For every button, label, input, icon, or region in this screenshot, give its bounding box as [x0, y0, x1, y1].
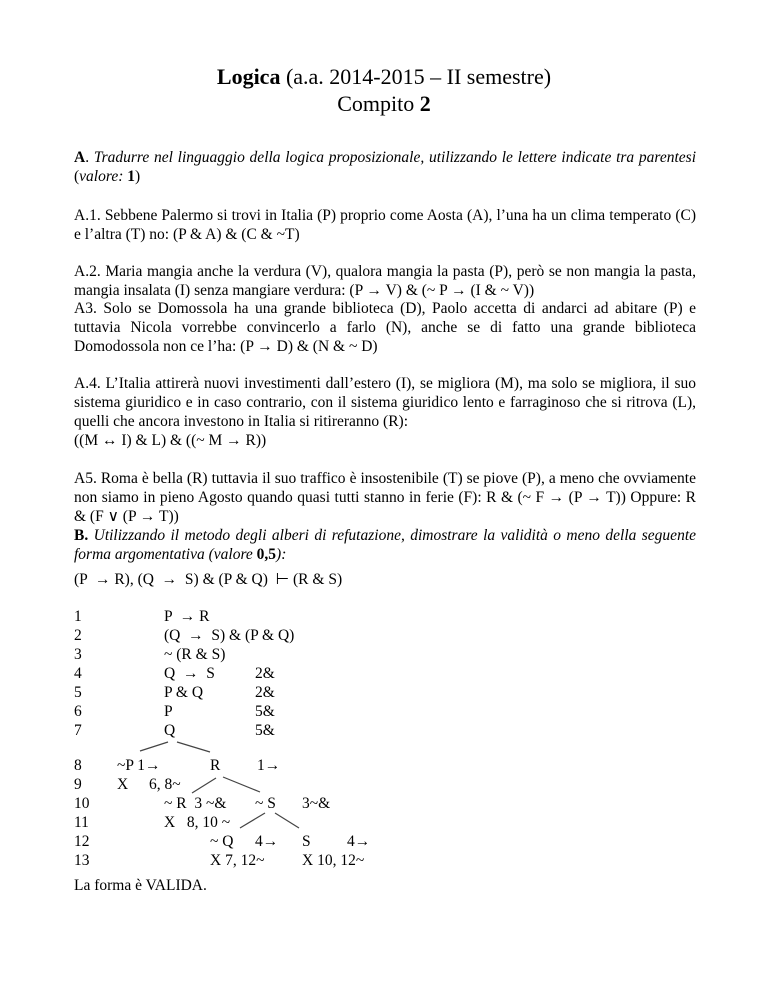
tree-cell: 4→ [347, 833, 371, 850]
tree-line-number: 11 [74, 814, 89, 831]
exercise-a5 [74, 469, 696, 526]
tree-line-number: 7 [74, 722, 82, 739]
section-a-text: Tradurre nel linguaggio della logica proposizionale, utilizzando le lettere indicate tra parentesi [93, 149, 697, 166]
tree-cell: P & Q [164, 684, 204, 701]
tree-line-number: 10 [74, 795, 90, 812]
section-b-text-end: ): [276, 546, 287, 563]
tree-cell: X 10, 12~ [302, 852, 365, 869]
tree-cell: P [164, 703, 173, 720]
tree-cell: R [210, 757, 221, 774]
exercise-id: A3. [74, 300, 97, 317]
tree-line-number: 13 [74, 852, 90, 869]
tree-line-number: 2 [74, 627, 82, 644]
exercise-text: Solo se Domossola ha una grande biblioteca (D), Paolo accetta di andarci ad abitare (P) e tuttavia Nicola vorrebbe convincerlo a farlo (N), anche se di fatto una grande biblioteca Domodossola non ce l’ha: (P → D) & (N & ~ D) [74, 300, 697, 355]
tree-line-number: 8 [74, 757, 82, 774]
exercise-text: L’Italia attirerà nuovi investimenti dall’estero (I), se migliora (M), ma solo se migliora, il suo sistema giuridico e in caso contrario, con il sistema giuridico lento e farraginoso che si ritrova (L), quelli che ancora investono in Italia si ritireranno (R): [74, 375, 696, 430]
conclusion: La forma è VALIDA. [74, 877, 207, 894]
value-label: valore: [79, 168, 124, 185]
tree-line-number: 1 [74, 608, 82, 625]
tree-cell: S [302, 833, 311, 850]
tree-cell: (Q → S) & (P & Q) [164, 627, 295, 644]
assignment-label: Compito [337, 91, 415, 116]
tree-cell: 2& [255, 684, 275, 701]
tree-cell: 1→ [257, 757, 281, 774]
tree-line-number: 4 [74, 665, 82, 682]
assignment-title [0, 91, 768, 117]
tree-cell: 6, 8~ [149, 776, 181, 793]
exercise-text: Roma è bella (R) tuttavia il suo traffico è insostenibile (T) se piove (P), a meno che ovviamente non siamo in pieno Agosto quando quasi tutti stanno in ferie (F): R & (~ F → (P → T)) Oppure: R & (F ∨ (P → T)) [74, 470, 696, 525]
value: 1 [127, 168, 135, 185]
tree-cell: X [117, 776, 129, 793]
exercise-id: A.1. [74, 207, 101, 224]
tree-line-number: 3 [74, 646, 82, 663]
exercise-a1 [74, 206, 696, 244]
exercise-text: Maria mangia anche la verdura (V), qualora mangia la pasta (P), però se non mangia la pasta, mangia insalata (I) senza mangiare verdura: (P → V) & (~ P → (I & ~ V)) [74, 263, 697, 299]
tree-cell: 4→ [255, 833, 279, 850]
section-b-text: Utilizzando il metodo degli alberi di refutazione, dimostrare la validità o meno della seguente forma argomentativa (valore [74, 527, 696, 563]
tree-cell: X 7, 12~ [210, 852, 265, 869]
exercise-a2 [74, 262, 696, 300]
section-b-value: 0,5 [256, 546, 277, 563]
section-b-instruction [74, 526, 696, 564]
tree-cell: ~ Q [210, 833, 234, 850]
document-title [0, 64, 768, 90]
exercise-a4-formula: ((M ↔ I) & L) & ((~ M → R)) [74, 432, 267, 449]
tree-cell: ~ (R & S) [164, 646, 226, 663]
tree-cell: P → R [164, 608, 210, 625]
exercise-a3 [74, 299, 696, 356]
tree-cell: 5& [255, 703, 275, 720]
tree-cell: X 8, 10 ~ [164, 814, 231, 831]
course-period: (a.a. 2014-2015 – II semestre) [285, 64, 552, 89]
tree-cell: 2& [255, 665, 275, 682]
tree-line-number: 9 [74, 776, 82, 793]
exercise-id: A5. [74, 470, 97, 487]
section-b-letter: B. [74, 527, 89, 544]
exercise-text: Sebbene Palermo si trovi in Italia (P) proprio come Aosta (A), l’una ha un clima temperato (C) e l’altra (T) no: (P & A) & (C & ~T) [74, 207, 697, 243]
tree-cell: ~ R 3 ~& [164, 795, 227, 812]
tree-cell: 5& [255, 722, 275, 739]
tree-cell: Q → S [164, 665, 215, 682]
tree-cell: ~ S [255, 795, 276, 812]
course-name: Logica [216, 64, 281, 89]
tree-line-number: 5 [74, 684, 82, 701]
tree-cell: Q [164, 722, 176, 739]
tree-cell: 3~& [302, 795, 331, 812]
argument-form: (P → R), (Q → S) & (P & Q) ⊢ (R & S) [74, 571, 343, 588]
tree-line-number: 6 [74, 703, 82, 720]
exercise-a4 [74, 374, 696, 431]
section-a-letter: A [74, 149, 86, 166]
section-a-instruction: A. Tradurre nel linguaggio della logica proposizionale, utilizzando le lettere indicate tra parentesi (valore: 1) [74, 149, 697, 185]
assignment-number: 2 [419, 91, 431, 116]
tree-line-number: 12 [74, 833, 90, 850]
exercise-id: A.4. [74, 375, 101, 392]
exercise-id: A.2. [74, 263, 101, 280]
tree-cell: ~P 1→ [117, 757, 161, 774]
